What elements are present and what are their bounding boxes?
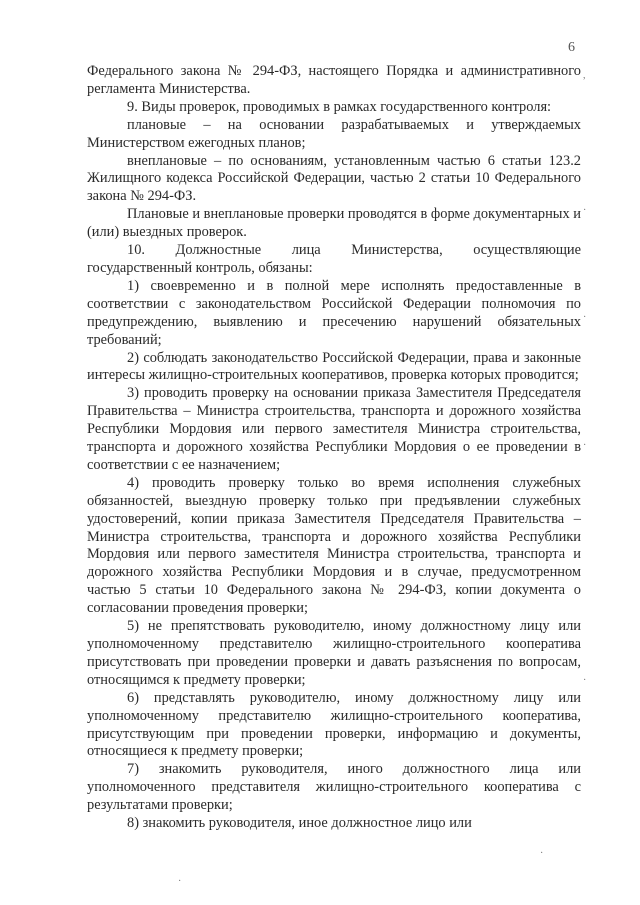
list-item-2: 2) соблюдать законодательство Российской Федерации, права и законные интересы жилищно-строительных кооперативов, проверка которых проводится; <box>87 349 581 384</box>
page-number: 6 <box>568 40 575 55</box>
scan-speck: · <box>583 440 587 451</box>
list-item-6: 6) представлять руководителю, иному должностному лицу или уполномоченному представителю жилищно-строительного кооператива, присутствующим при проведении проверки, информацию и документы, относящиеся к предмету проверки; <box>87 689 581 760</box>
list-item-8: 8) знакомить руководителя, иное должностное лицо или <box>127 815 472 832</box>
list-item-4: 4) проводить проверку только во время исполнения служебных обязанностей, выездную проверку только при предъявлении служебных удостоверений, копии приказа Заместителя Председателя Правительства – Министра строительства, транспорта и дорожного хозяйства Республики Мордовия или первого заместителя Министра строительства, транспорта и дорожного хозяйства Республики Мордовия и в случае, предусмотренном частью 5 статьи 10 Федерального закона № 294-ФЗ, копии документа о согласовании проведения проверки; <box>87 474 581 617</box>
list-item-5: 5) не препятствовать руководителю, иному должностному лицу или уполномоченному представителю жилищно-строительного кооператива присутствовать при проведении проверки и давать разъяснения по вопросам, относящимся к предмету проверки; <box>87 618 581 688</box>
scan-speck: , <box>583 70 586 81</box>
scan-speck: · <box>583 675 587 686</box>
document-body <box>87 63 581 833</box>
paragraph-continuation: Федерального закона № 294-ФЗ, настоящего Порядка и административного регламента Министерства. <box>87 63 581 97</box>
scan-speck: · <box>583 312 587 323</box>
scan-speck: · <box>583 205 587 216</box>
paragraph-10-officials-obliged: 10. Должностные лица Министерства, осуществляющие государственный контроль, обязаны: <box>87 242 581 276</box>
list-item-1: 1) своевременно и в полной мере исполнять предоставленные в соответствии с законодательством Российской Федерации полномочия по предупреждению, выявлению и пресечению нарушений обязательных требований; <box>87 277 581 348</box>
paragraph-unplanned: внеплановые – по основаниям, установленным частью 6 статьи 123.2 Жилищного кодекса Российской Федерации, частью 2 статьи 10 Федерального закона № 294-ФЗ. <box>87 152 581 205</box>
list-item-3: 3) проводить проверку на основании приказа Заместителя Председателя Правительства – Министра строительства, транспорта и дорожного хозяйства Республики Мордовия или первого заместителя Министра строительства, транспорта и дорожного хозяйства Республики Мордовия о ее проведении в соответствии с ее назначением; <box>87 385 581 473</box>
list-item-7: 7) знакомить руководителя, иного должностного лица или уполномоченного представителя жилищно-строительного кооператива с результатами проверки; <box>87 761 581 814</box>
scan-speck: · <box>178 876 182 887</box>
paragraph-planned: плановые – на основании разрабатываемых и утверждаемых Министерством ежегодных планов; <box>87 116 581 151</box>
paragraph-inspection-forms: Плановые и внеплановые проверки проводятся в форме документарных и (или) выездных проверок. <box>87 206 581 241</box>
scan-speck: · <box>540 848 544 859</box>
paragraph-9-inspection-types: 9. Виды проверок, проводимых в рамках государственного контроля: <box>127 98 552 115</box>
